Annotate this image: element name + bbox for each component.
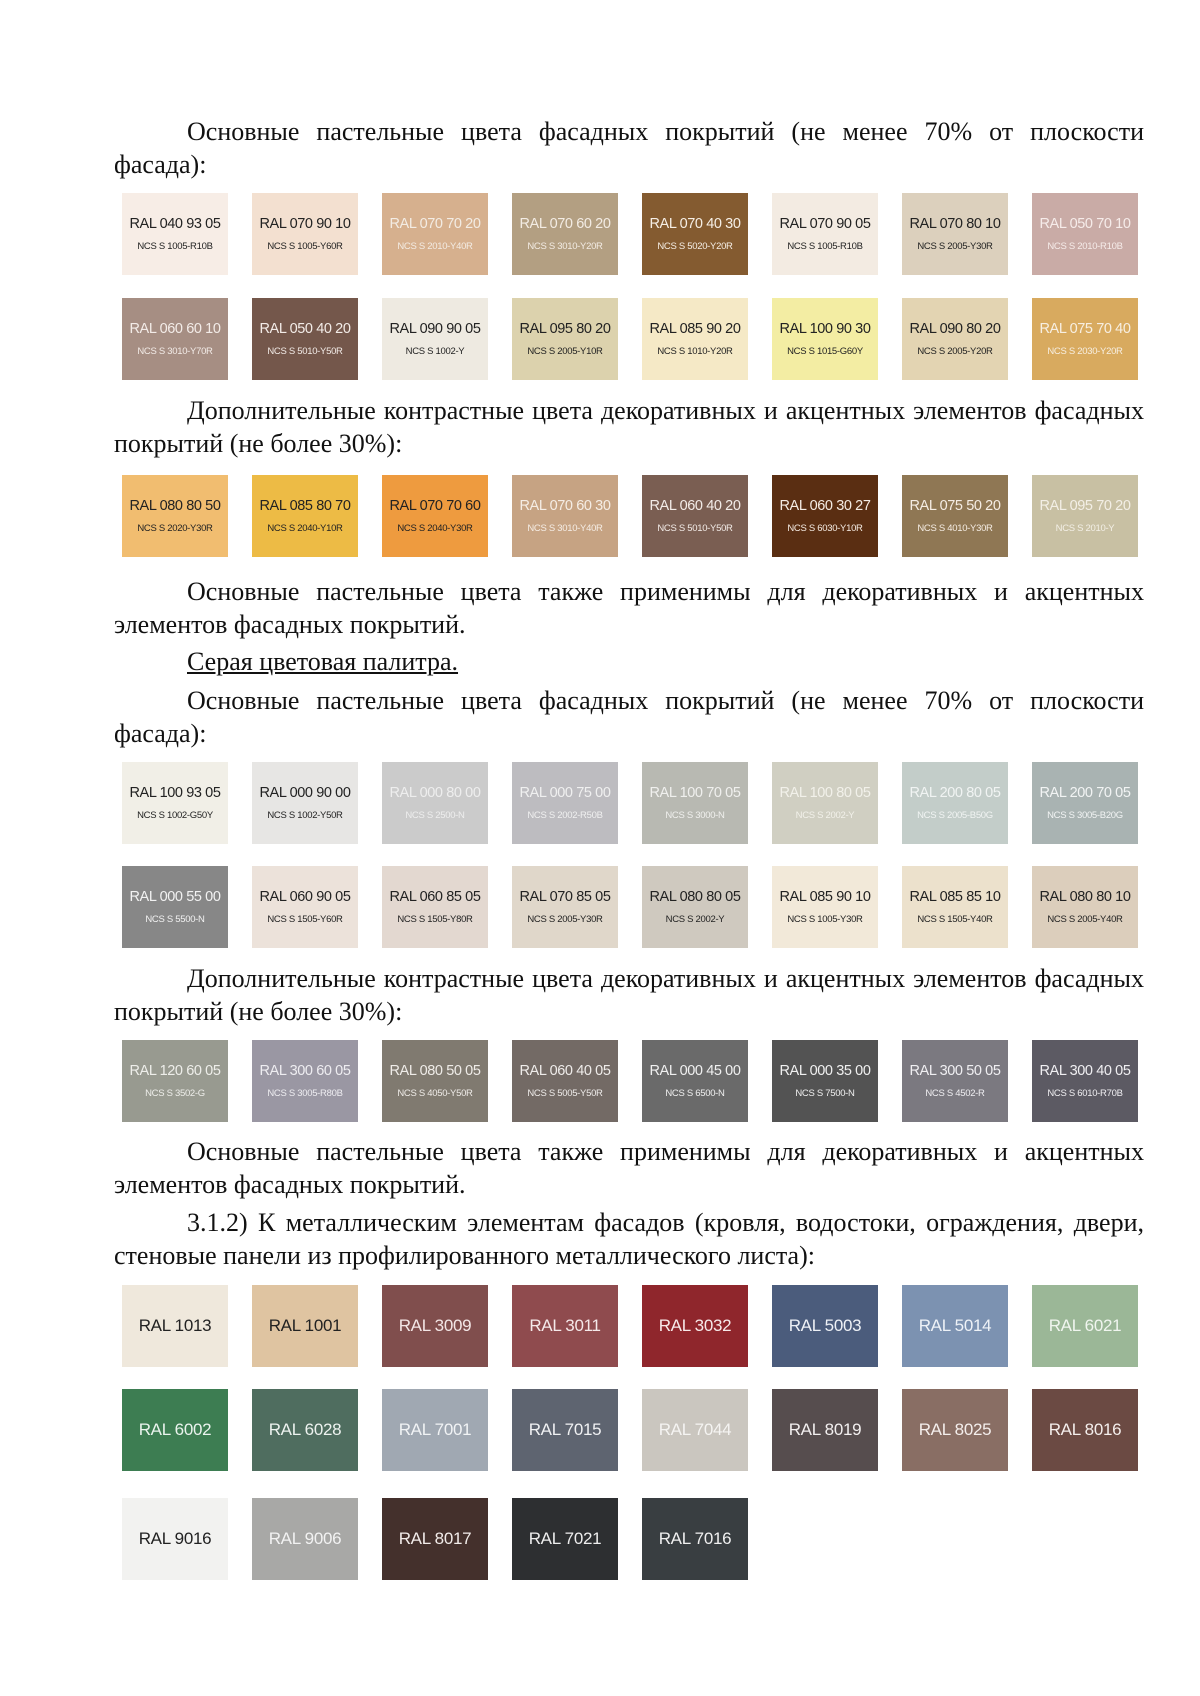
swatch-ral-code: RAL 080 80 50 [129,498,221,514]
palette-metal-row-1 [122,1285,1138,1367]
color-swatch [512,1498,618,1580]
swatch-ral-code: RAL 7015 [528,1420,602,1439]
swatch-ral-code: RAL 100 80 05 [779,785,871,801]
swatch-ncs-code: NCS S 2040-Y10R [267,523,343,534]
swatch-ral-code: RAL 200 80 05 [909,785,1001,801]
swatch-ral-code: RAL 050 40 20 [259,321,351,337]
color-swatch [1032,1389,1138,1471]
swatch-ral-code: RAL 060 40 20 [649,498,741,514]
color-swatch [1032,762,1138,844]
swatch-ral-code: RAL 100 70 05 [649,785,741,801]
swatch-ral-code: RAL 085 90 20 [649,321,741,337]
color-swatch [642,1389,748,1471]
swatch-ral-code: RAL 7001 [398,1420,472,1439]
color-swatch [772,475,878,557]
grey-palette-title: Серая цветовая палитра. [187,647,459,676]
swatch-ral-code: RAL 075 70 40 [1039,321,1131,337]
paragraph-pastel-note: Основные пастельные цвета также применимы для декоративных и акцентных элементов фасадных покрытий. [114,577,1144,639]
color-swatch [902,1040,1008,1122]
color-swatch [382,1498,488,1580]
swatch-ral-code: RAL 1013 [138,1316,212,1335]
swatch-ral-code: RAL 300 60 05 [259,1063,351,1079]
color-swatch [902,1285,1008,1367]
swatch-ral-code: RAL 000 45 00 [649,1063,741,1079]
color-swatch [1032,1040,1138,1122]
swatch-ncs-code: NCS S 4050-Y50R [397,1088,473,1099]
color-swatch [122,1389,228,1471]
swatch-ral-code: RAL 7016 [658,1529,732,1548]
swatch-ncs-code: NCS S 1002-Y50R [267,810,343,821]
swatch-ral-code: RAL 000 75 00 [519,785,611,801]
swatch-ral-code: RAL 3009 [398,1316,472,1335]
swatch-ral-code: RAL 070 90 10 [259,216,351,232]
color-swatch [772,1040,878,1122]
color-swatch [512,762,618,844]
color-swatch [512,1285,618,1367]
swatch-ral-code: RAL 300 50 05 [909,1063,1001,1079]
color-swatch [772,762,878,844]
swatch-ncs-code: NCS S 3010-Y70R [137,346,213,357]
swatch-ral-code: RAL 080 80 10 [1039,889,1131,905]
swatch-ral-code: RAL 1001 [268,1316,342,1335]
swatch-ncs-code: NCS S 5500-N [145,914,205,925]
swatch-ral-code: RAL 060 40 05 [519,1063,611,1079]
palette-grey-row-1 [122,762,1138,844]
color-swatch [382,1285,488,1367]
color-swatch [902,193,1008,275]
swatch-ncs-code: NCS S 2040-Y30R [397,523,473,534]
swatch-ncs-code: NCS S 6030-Y10R [787,523,863,534]
swatch-ral-code: RAL 100 93 05 [129,785,221,801]
color-swatch [122,193,228,275]
swatch-ncs-code: NCS S 5005-Y50R [527,1088,603,1099]
color-swatch [902,298,1008,380]
palette-metal-row-3 [122,1498,1138,1580]
swatch-ral-code: RAL 075 50 20 [909,498,1001,514]
swatch-ncs-code: NCS S 2002-Y [795,810,855,821]
swatch-ncs-code: NCS S 3010-Y20R [527,241,603,252]
color-swatch [772,1285,878,1367]
swatch-ncs-code: NCS S 3000-N [665,810,725,821]
swatch-ral-code: RAL 050 70 10 [1039,216,1131,232]
color-swatch [382,1040,488,1122]
swatch-ncs-code: NCS S 1505-Y60R [267,914,343,925]
color-swatch [512,193,618,275]
swatch-ral-code: RAL 6021 [1048,1316,1122,1335]
swatch-ncs-code: NCS S 2005-Y10R [527,346,603,357]
swatch-ral-code: RAL 5014 [918,1316,992,1335]
color-swatch [252,762,358,844]
color-swatch [122,298,228,380]
swatch-ral-code: RAL 060 90 05 [259,889,351,905]
color-swatch [382,762,488,844]
swatch-ral-code: RAL 060 60 10 [129,321,221,337]
paragraph-grey-contrast: Дополнительные контрастные цвета декоративных и акцентных элементов фасадных покрытий (не более 30%): [114,964,1144,1026]
color-swatch [902,1389,1008,1471]
swatch-ncs-code: NCS S 2002-Y [665,914,725,925]
swatch-ncs-code: NCS S 2005-Y40R [1047,914,1123,925]
swatch-ncs-code: NCS S 1505-Y40R [917,914,993,925]
palette-grey-row-2 [122,866,1138,948]
swatch-ncs-code: NCS S 4010-Y30R [917,523,993,534]
color-swatch [1032,1285,1138,1367]
swatch-ncs-code: NCS S 2500-N [405,810,465,821]
color-swatch [512,1389,618,1471]
palette-contrast-row-1 [122,475,1138,557]
swatch-ral-code: RAL 000 90 00 [259,785,351,801]
color-swatch [122,866,228,948]
swatch-ncs-code: NCS S 2005-B50G [917,810,993,821]
swatch-ral-code: RAL 095 80 20 [519,321,611,337]
color-swatch [252,1498,358,1580]
color-swatch [1032,475,1138,557]
swatch-ncs-code: NCS S 7500-N [795,1088,855,1099]
swatch-ncs-code: NCS S 5020-Y20R [657,241,733,252]
swatch-ncs-code: NCS S 2005-Y30R [527,914,603,925]
swatch-ncs-code: NCS S 2030-Y20R [1047,346,1123,357]
color-swatch [252,298,358,380]
swatch-ncs-code: NCS S 2002-R50B [527,810,603,821]
swatch-ral-code: RAL 090 90 05 [389,321,481,337]
paragraph-pastel-main: Основные пастельные цвета фасадных покрытий (не менее 70% от плоскости фасада): [114,117,1144,179]
swatch-ral-code: RAL 5003 [788,1316,862,1335]
swatch-ncs-code: NCS S 1005-Y30R [787,914,863,925]
swatch-ncs-code: NCS S 5010-Y50R [657,523,733,534]
swatch-ncs-code: NCS S 6010-R70B [1047,1088,1123,1099]
color-swatch [642,866,748,948]
swatch-ral-code: RAL 000 80 00 [389,785,481,801]
swatch-ral-code: RAL 8019 [788,1420,862,1439]
color-swatch [252,1040,358,1122]
color-swatch [122,1498,228,1580]
swatch-ral-code: RAL 040 93 05 [129,216,221,232]
swatch-ncs-code: NCS S 1505-Y80R [397,914,473,925]
color-swatch [1032,298,1138,380]
color-swatch [122,475,228,557]
swatch-ral-code: RAL 070 90 05 [779,216,871,232]
swatch-ncs-code: NCS S 2020-Y30R [137,523,213,534]
swatch-ral-code: RAL 080 80 05 [649,889,741,905]
swatch-ral-code: RAL 9006 [268,1529,342,1548]
color-swatch [902,762,1008,844]
color-swatch [772,193,878,275]
swatch-ral-code: RAL 6028 [268,1420,342,1439]
swatch-ral-code: RAL 085 90 10 [779,889,871,905]
color-swatch [382,475,488,557]
color-swatch [252,1389,358,1471]
swatch-ral-code: RAL 120 60 05 [129,1063,221,1079]
swatch-ncs-code: NCS S 5010-Y50R [267,346,343,357]
swatch-ncs-code: NCS S 1005-R10B [787,241,863,252]
swatch-ral-code: RAL 070 60 30 [519,498,611,514]
palette-contrast-row-2 [122,1040,1138,1122]
swatch-ral-code: RAL 060 30 27 [779,498,871,514]
swatch-ncs-code: NCS S 6500-N [665,1088,725,1099]
color-swatch [512,298,618,380]
swatch-ral-code: RAL 7044 [658,1420,732,1439]
swatch-ral-code: RAL 7021 [528,1529,602,1548]
swatch-ral-code: RAL 9016 [138,1529,212,1548]
swatch-ral-code: RAL 300 40 05 [1039,1063,1131,1079]
swatch-ncs-code: NCS S 3502-G [145,1088,205,1099]
swatch-ral-code: RAL 8017 [398,1529,472,1548]
swatch-ral-code: RAL 095 70 20 [1039,498,1131,514]
swatch-ncs-code: NCS S 3010-Y40R [527,523,603,534]
color-swatch [1032,866,1138,948]
color-swatch [902,475,1008,557]
color-swatch [642,298,748,380]
swatch-ncs-code: NCS S 3005-R80B [267,1088,343,1099]
paragraph-contrast-additional: Дополнительные контрастные цвета декоративных и акцентных элементов фасадных покрытий (не более 30%): [114,396,1144,458]
swatch-ral-code: RAL 000 35 00 [779,1063,871,1079]
swatch-ncs-code: NCS S 1005-R10B [137,241,213,252]
paragraph-grey-main: Основные пастельные цвета фасадных покрытий (не менее 70% от плоскости фасада): [114,686,1144,748]
swatch-ncs-code: NCS S 2005-Y30R [917,241,993,252]
swatch-ral-code: RAL 070 70 60 [389,498,481,514]
color-swatch [122,1285,228,1367]
color-swatch [642,475,748,557]
palette-pastel-row-1 [122,193,1138,275]
color-swatch [512,1040,618,1122]
swatch-ral-code: RAL 6002 [138,1420,212,1439]
color-swatch [642,193,748,275]
swatch-ral-code: RAL 070 85 05 [519,889,611,905]
swatch-ral-code: RAL 070 80 10 [909,216,1001,232]
swatch-ncs-code: NCS S 4502-R [925,1088,985,1099]
palette-metal-row-2 [122,1389,1138,1471]
color-swatch [642,762,748,844]
color-swatch [902,866,1008,948]
color-swatch [122,762,228,844]
swatch-ral-code: RAL 070 40 30 [649,216,741,232]
color-swatch [512,866,618,948]
color-swatch [382,1389,488,1471]
swatch-ral-code: RAL 000 55 00 [129,889,221,905]
color-swatch [382,193,488,275]
swatch-ncs-code: NCS S 2010-Y40R [397,241,473,252]
swatch-ncs-code: NCS S 2010-Y [1055,523,1115,534]
color-swatch [772,1389,878,1471]
swatch-ncs-code: NCS S 1010-Y20R [657,346,733,357]
swatch-ral-code: RAL 3032 [658,1316,732,1335]
color-swatch [642,1498,748,1580]
color-swatch [1032,193,1138,275]
swatch-ral-code: RAL 100 90 30 [779,321,871,337]
swatch-ral-code: RAL 090 80 20 [909,321,1001,337]
swatch-ral-code: RAL 8025 [918,1420,992,1439]
swatch-ral-code: RAL 085 85 10 [909,889,1001,905]
paragraph-metal-elements: 3.1.2) К металлическим элементам фасадов (кровля, водостоки, ограждения, двери, стеновые панели из профилированного металлического листа): [114,1208,1144,1270]
paragraph-grey-note: Основные пастельные цвета также применимы для декоративных и акцентных элементов фасадных покрытий. [114,1137,1144,1199]
swatch-ncs-code: NCS S 2010-R10B [1047,241,1123,252]
color-swatch [512,475,618,557]
color-swatch [772,298,878,380]
swatch-ral-code: RAL 200 70 05 [1039,785,1131,801]
swatch-ncs-code: NCS S 1002-G50Y [137,810,213,821]
color-swatch [122,1040,228,1122]
swatch-ral-code: RAL 8016 [1048,1420,1122,1439]
swatch-ncs-code: NCS S 1005-Y60R [267,241,343,252]
swatch-ral-code: RAL 060 85 05 [389,889,481,905]
section-heading-grey-palette [114,645,1144,678]
palette-pastel-row-2 [122,298,1138,380]
color-swatch [252,475,358,557]
swatch-ral-code: RAL 070 70 20 [389,216,481,232]
color-swatch [642,1285,748,1367]
swatch-ral-code: RAL 080 50 05 [389,1063,481,1079]
swatch-ral-code: RAL 085 80 70 [259,498,351,514]
color-swatch [252,193,358,275]
color-swatch [252,1285,358,1367]
color-swatch [772,866,878,948]
swatch-ncs-code: NCS S 2005-Y20R [917,346,993,357]
color-swatch [252,866,358,948]
swatch-ncs-code: NCS S 3005-B20G [1047,810,1123,821]
swatch-ral-code: RAL 3011 [529,1316,601,1335]
swatch-ncs-code: NCS S 1002-Y [405,346,465,357]
swatch-ncs-code: NCS S 1015-G60Y [787,346,863,357]
color-swatch [642,1040,748,1122]
swatch-ral-code: RAL 070 60 20 [519,216,611,232]
color-swatch [382,866,488,948]
color-swatch [382,298,488,380]
